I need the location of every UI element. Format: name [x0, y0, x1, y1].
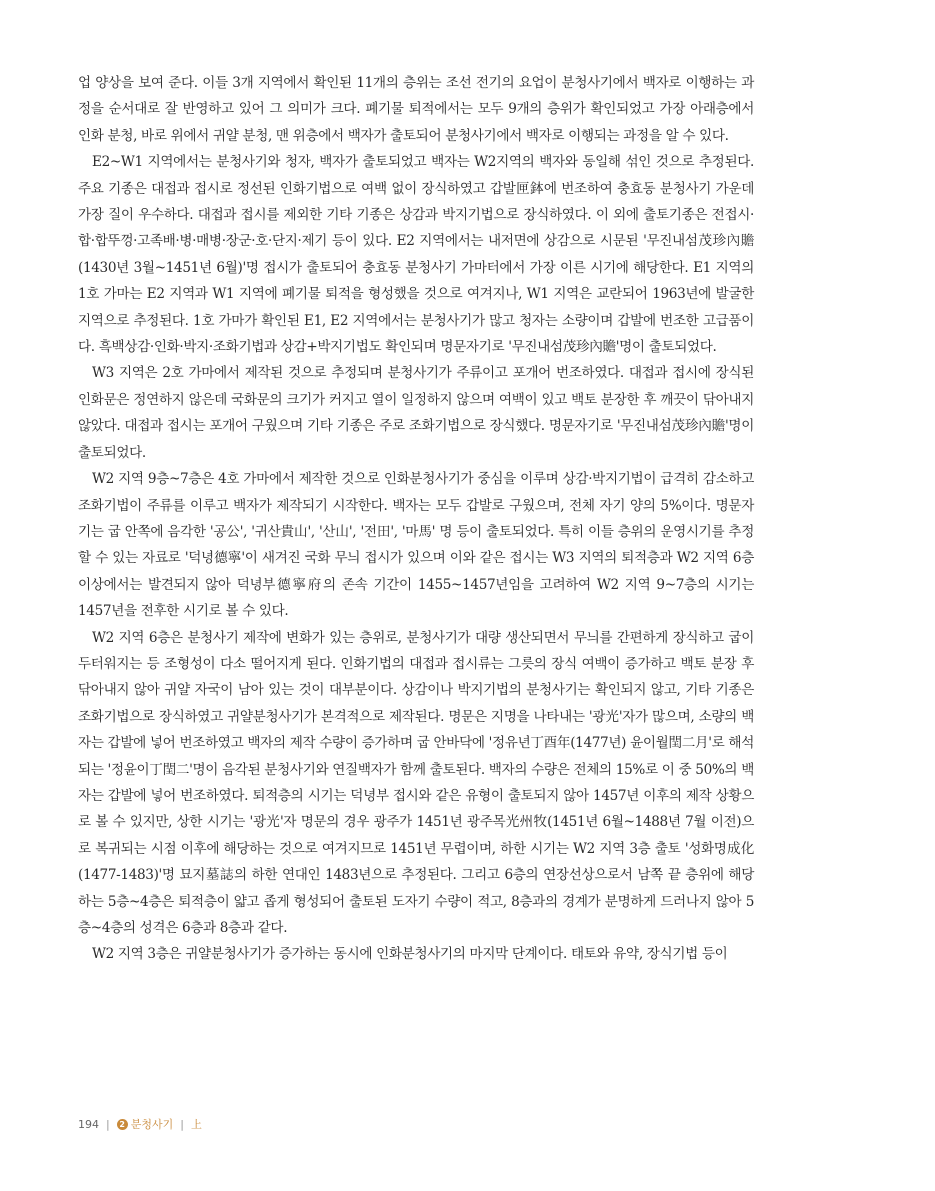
- paragraph: E2~W1 지역에서는 분청사기와 청자, 백자가 출토되었고 백자는 W2지역의 백자와 동일해 섞인 것으로 추정된다. 주요 기종은 대접과 접시로 정선된 인화기법으로 여백 없이 장식하였고 갑발匣鉢에 번조하여 충효동 분청사기 가운데 가장 질이 우수하다. 대접과 접시를 제외한 기타 기종은 상감과 박지기법으로 장식하였다. 이 외에 출토기종은 전접시·합·합뚜껑·고족배·병·매병·장군·호·단지·제기 등이 있다. E2 지역에서는 내저면에 상감으로 시문된 '무진내섬茂珍內贍(1430년 3월~1451년 6월)'명 접시가 출토되어 충효동 분청사기 가마터에서 가장 이른 시기에 해당한다. E1 지역의 1호 가마는 E2 지역과 W1 지역에 폐기물 퇴적을 형성했을 것으로 여겨지나, W1 지역은 교란되어 1963년에 발굴한 지역으로 추정된다. 1호 가마가 확인된 E1, E2 지역에서는 분청사기가 많고 청자는 소량이며 갑발에 번조한 고급품이다. 흑백상감·인화·박지·조화기법과 상감+박지기법도 확인되며 명문자기로 '무진내섬茂珍內贍'명이 출토되었다.: [78, 154, 754, 356]
- paragraph: W2 지역 9층~7층은 4호 가마에서 제작한 것으로 인화분청사기가 중심을 이루며 상감·박지기법이 급격히 감소하고 조화기법이 주류를 이루고 백자가 제작되기 시작한다. 백자는 모두 갑발로 구웠으며, 전체 자기 양의 5%이다. 명문자기는 굽 안쪽에 음각한 '공公', '귀산貴山', '산山', '전田', '마馬' 명 등이 출토되었다. 특히 이들 층위의 운영시기를 추정할 수 있는 자료로 '덕녕德寧'이 새겨진 국화 무늬 접시가 있으며 이와 같은 접시는 W3 지역의 퇴적층과 W2 지역 6층 이상에서는 발견되지 않아 덕녕부德寧府의 존속 기간이 1455~1457년임을 고려하여 W2 지역 9~7층의 시기는 1457년을 전후한 시기로 볼 수 있다.: [78, 471, 754, 620]
- paragraph: 업 양상을 보여 준다. 이들 3개 지역에서 확인된 11개의 층위는 조선 전기의 요업이 분청사기에서 백자로 이행하는 과정을 순서대로 잘 반영하고 있어 그 의미가 크다. 폐기물 퇴적에서는 모두 9개의 층위가 확인되었고 가장 아래층에서 인화 분청, 바로 위에서 귀얄 분청, 맨 위층에서 백자가 출토되어 분청사기에서 백자로 이행되는 과정을 알 수 있다.: [78, 75, 754, 144]
- paragraph: W3 지역은 2호 가마에서 제작된 것으로 추정되며 분청사기가 주류이고 포개어 번조하였다. 대접과 접시에 장식된 인화문은 정연하지 않은데 국화문의 크기가 커지고 열이 일정하지 않으며 여백이 있고 백토 분장한 후 깨끗이 닦아내지 않았다. 대접과 접시는 포개어 구웠으며 기타 기종은 주로 조화기법으로 장식했다. 명문자기로 '무진내섬茂珍內贍'명이 출토되었다.: [78, 365, 754, 461]
- body-text: [78, 70, 754, 968]
- footer-separator: |: [180, 1117, 184, 1131]
- chapter-number-badge: 2: [117, 1119, 128, 1130]
- section-title: 분청사기: [130, 1118, 174, 1131]
- footer-separator: |: [106, 1117, 110, 1131]
- volume-label: 上: [190, 1118, 202, 1131]
- page-number: 194: [78, 1117, 99, 1131]
- paragraph: W2 지역 6층은 분청사기 제작에 변화가 있는 층위로, 분청사기가 대량 생산되면서 무늬를 간편하게 장식하고 굽이 두터워지는 등 조형성이 다소 떨어지게 된다. 인화기법의 대접과 접시류는 그릇의 장식 여백이 증가하고 백토 분장 후 닦아내지 않아 귀얄 자국이 남아 있는 것이 대부분이다. 상감이나 박지기법의 분청사기는 확인되지 않고, 기타 기종은 조화기법으로 장식하였고 귀얄분청사기가 본격적으로 제작된다. 명문은 지명을 나타내는 '광光'자가 많으며, 소량의 백자는 갑발에 넣어 번조하였고 백자의 제작 수량이 증가하며 굽 안바닥에 '정유년丁酉年(1477년) 윤이월閏二月'로 해석되는 '정윤이丁閏二'명이 음각된 분청사기와 연질백자가 함께 출토된다. 백자의 수량은 전체의 15%로 이 중 50%의 백자는 갑발에 넣어 번조하였다. 퇴적층의 시기는 덕녕부 접시와 같은 유형이 출토되지 않아 1457년 이후의 제작 상황으로 볼 수 있지만, 상한 시기는 '광光'자 명문의 경우 광주가 1451년 광주목光州牧(1451년 6월~1488년 7월 이전)으로 복귀되는 시점 이후에 해당하는 것으로 여겨지므로 1451년 무렵이며, 하한 시기는 W2 지역 3층 출토 '성화명成化(1477-1483)'명 묘지墓誌의 하한 연대인 1483년으로 추정된다. 그리고 6층의 연장선상으로서 남쪽 끝 층위에 해당하는 5층~4층은 퇴적층이 얇고 좁게 형성되어 출토된 도자기 수량이 적고, 8층과의 경계가 분명하게 드러나지 않아 5층~4층의 성격은 6층과 8층과 같다.: [78, 629, 754, 936]
- paragraph: W2 지역 3층은 귀얄분청사기가 증가하는 동시에 인화분청사기의 마지막 단계이다. 태토와 유약, 장식기법 등이: [92, 946, 728, 963]
- page-footer: [78, 1116, 202, 1132]
